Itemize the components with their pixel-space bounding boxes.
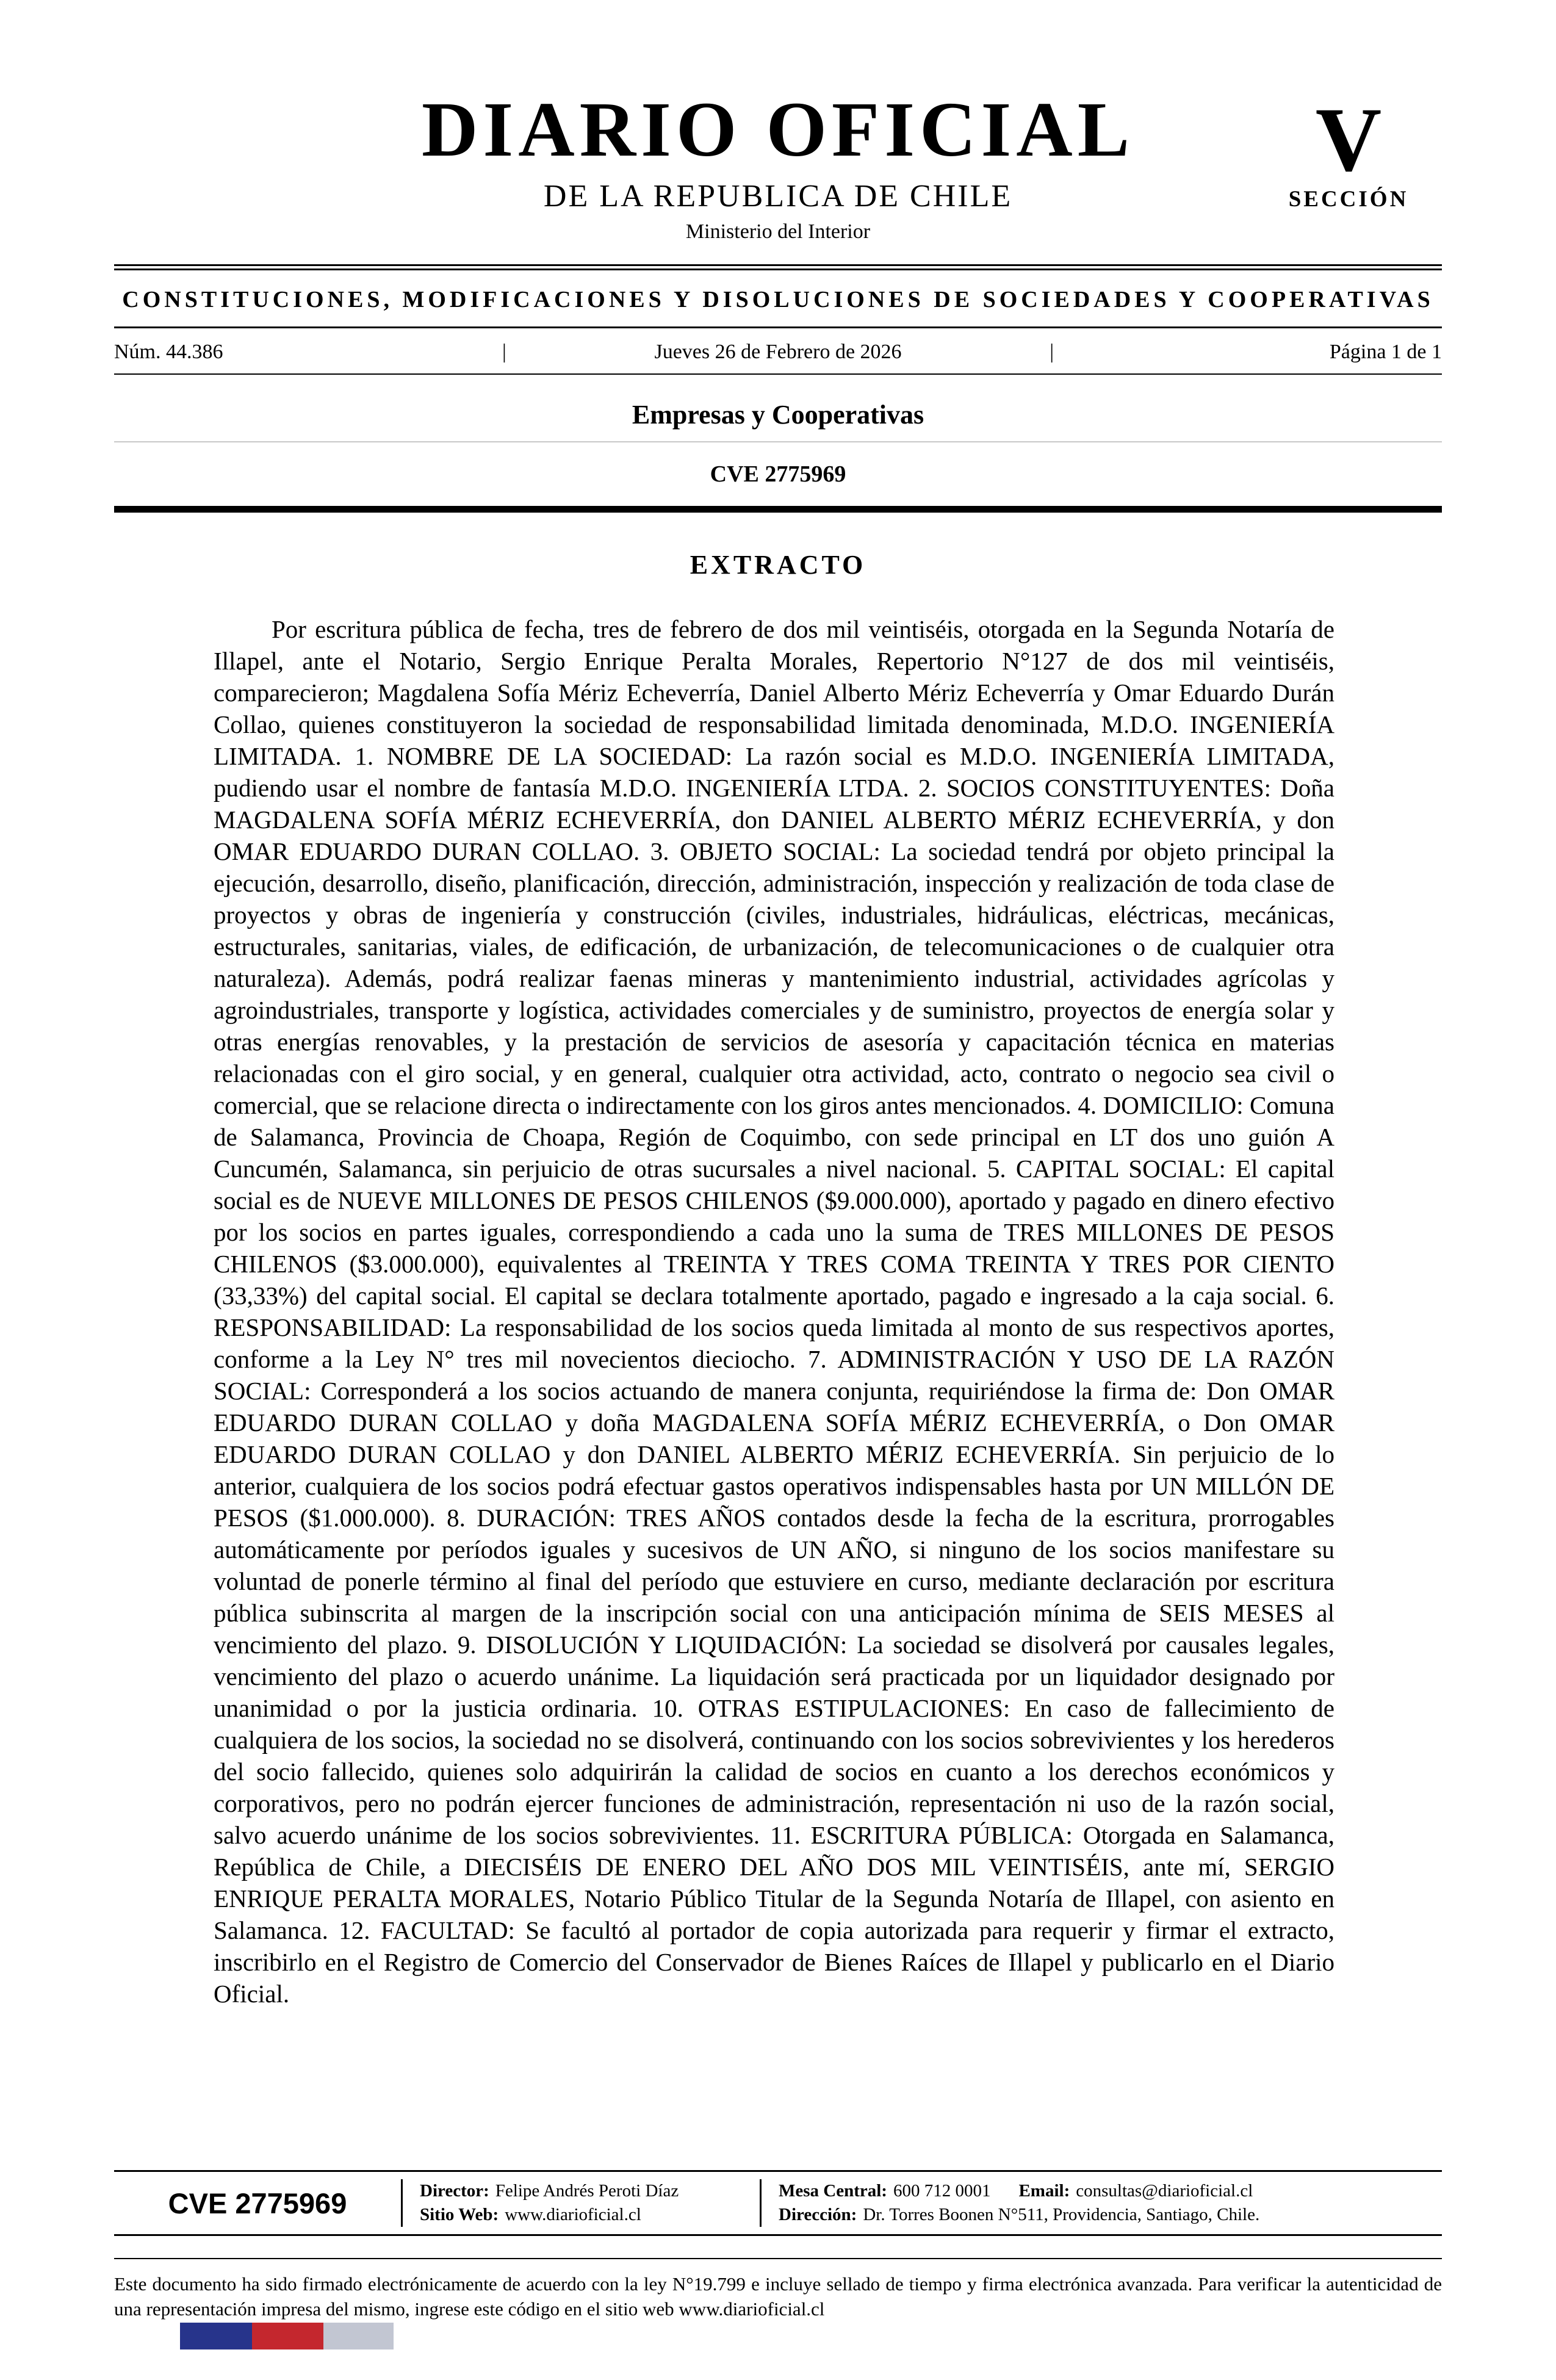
issue-number: Núm. 44.386 (114, 341, 223, 363)
siteweb-value: www.diarioficial.cl (505, 2205, 641, 2224)
section-box (1266, 89, 1431, 212)
footer-address-line (779, 2203, 1425, 2227)
section-label: SECCIÓN (1288, 186, 1409, 212)
direccion-value: Dr. Torres Boonen N°511, Providencia, Santiago, Chile. (863, 2205, 1260, 2224)
direccion-label: Dirección: (779, 2205, 857, 2224)
flag-mark (180, 2323, 394, 2349)
footer-contact-column (762, 2179, 1442, 2227)
masthead-subtitle: DE LA REPUBLICA DE CHILE (543, 179, 1013, 214)
thick-rule (114, 506, 1442, 513)
mesa-central-value: 600 712 0001 (893, 2181, 991, 2201)
section-banner: CONSTITUCIONES, MODIFICACIONES Y DISOLUCIONES DE SOCIEDADES Y COOPERATIVAS (122, 287, 1434, 312)
email-label: Email: (1018, 2181, 1070, 2201)
email-value: consultas@diarioficial.cl (1076, 2181, 1253, 2201)
mark-red (252, 2323, 323, 2349)
mark-blue (180, 2323, 252, 2349)
rule-above-legal (114, 2258, 1442, 2259)
footer-contact-line (779, 2179, 1425, 2203)
footer-director-column (403, 2179, 760, 2227)
footer-director-line (420, 2179, 743, 2203)
director-label: Director: (420, 2181, 489, 2201)
footer-siteweb-line (420, 2203, 743, 2227)
masthead-title: DIARIO OFICIAL (421, 86, 1135, 173)
mark-gray (323, 2323, 394, 2349)
meta-separator: | (1050, 341, 1054, 363)
section-letter: V (1315, 89, 1382, 190)
mesa-central-label: Mesa Central: (779, 2181, 887, 2201)
meta-separator: | (502, 341, 506, 363)
category-title: Empresas y Cooperativas (632, 400, 924, 430)
page-indicator: Página 1 de 1 (1329, 341, 1443, 363)
legal-notice: Este documento ha sido firmado electrónicamente de acuerdo con la ley N°19.799 e incluye sellado de tiempo y firma electrónica avanzada. Para verificar la autenticidad de una representación impresa del mismo, ingrese este código en el sitio web www.diarioficial.cl (114, 2273, 1442, 2320)
footer-cve: CVE 2775969 (168, 2187, 347, 2220)
footer-box (114, 2170, 1442, 2236)
rule-under-meta (114, 373, 1442, 375)
masthead (0, 0, 1556, 243)
issue-date: Jueves 26 de Febrero de 2026 (654, 341, 902, 363)
light-rule (114, 441, 1442, 442)
masthead-ministry: Ministerio del Interior (685, 220, 871, 243)
siteweb-label: Sitio Web: (420, 2205, 499, 2224)
double-rule (114, 264, 1442, 270)
rule-under-banner (114, 326, 1442, 328)
cve-heading: CVE 2775969 (710, 461, 846, 487)
document-heading: EXTRACTO (690, 550, 866, 580)
document-body: Por escritura pública de fecha, tres de febrero de dos mil veintiséis, otorgada en la Segunda Notaría de Illapel, ante el Notario, Sergio Enrique Peralta Morales, Repertorio N°127 de dos mil veintiséis, comparecieron; Magdalena Sofía Mériz Echeverría, Daniel Alberto Mériz Echeverría y Omar Eduardo Durán Collao, quienes constituyeron la sociedad de responsabilidad limitada denominada, M.D.O. INGENIERÍA LIMITADA. 1. NOMBRE DE LA SOCIEDAD: La razón social es M.D.O. INGENIERÍA LIMITADA, pudiendo usar el nombre de fantasía M.D.O. INGENIERÍA LTDA. 2. SOCIOS CONSTITUYENTES: Doña MAGDALENA SOFÍA MÉRIZ ECHEVERRÍA, don DANIEL ALBERTO MÉRIZ ECHEVERRÍA, y don OMAR EDUARDO DURAN COLLAO. 3. OBJETO SOCIAL: La sociedad tendrá por objeto principal la ejecución, desarrollo, diseño, planificación, dirección, administración, inspección y realización de toda clase de proyectos y obras de ingeniería y construcción (civiles, industriales, hidráulicas, eléctricas, mecánicas, estructurales, sanitarias, viales, de edificación, de urbanización, de telecomunicaciones o de cualquier otra naturaleza). Además, podrá realizar faenas mineras y mantenimiento industrial, actividades agrícolas y agroindustriales, transporte y logística, actividades comerciales y de suministro, proyectos de energía solar y otras energías renovables, y la prestación de servicios de asesoría y capacitación técnica en materias relacionadas con el giro social, y en general, cualquier otra actividad, acto, contrato o negocio sea civil o comercial, que se relacione directa o indirectamente con los giros antes mencionados. 4. DOMICILIO: Comuna de Salamanca, Provincia de Choapa, Región de Coquimbo, con sede principal en LT dos uno guión A Cuncumén, Salamanca, sin perjuicio de otras sucursales a nivel nacional. 5. CAPITAL SOCIAL: El capital social es de NUEVE MILLONES DE PESOS CHILENOS ($9.000.000), aportado y pagado en dinero efectivo por los socios en partes iguales, correspondiendo a cada uno la suma de TRES MILLONES DE PESOS CHILENOS ($3.000.000), equivalentes al TREINTA Y TRES COMA TREINTA Y TRES POR CIENTO (33,33%) del capital social. El capital se declara totalmente aportado, pagado e ingresado a la caja social. 6. RESPONSABILIDAD: La responsabilidad de los socios queda limitada al monto de sus respectivos aportes, conforme a la Ley N° tres mil novecientos dieciocho. 7. ADMINISTRACIÓN Y USO DE LA RAZÓN SOCIAL: Corresponderá a los socios actuando de manera conjunta, requiriéndose la firma de: Don OMAR EDUARDO DURAN COLLAO y doña MAGDALENA SOFÍA MÉRIZ ECHEVERRÍA, o Don OMAR EDUARDO DURAN COLLAO y don DANIEL ALBERTO MÉRIZ ECHEVERRÍA. Sin perjuicio de lo anterior, cualquiera de los socios podrá efectuar gastos operativos indispensables hasta por UN MILLÓN DE PESOS ($1.000.000). 8. DURACIÓN: TRES AÑOS contados desde la fecha de la escritura, prorrogables automáticamente por períodos iguales y sucesivos de UN AÑO, si ninguno de los socios manifestare su voluntad de ponerle término al final del período que estuviere en curso, mediante declaración por escritura pública subinscrita al margen de la inscripción social con una anticipación mínima de SEIS MESES al vencimiento del plazo. 9. DISOLUCIÓN Y LIQUIDACIÓN: La sociedad se disolverá por causales legales, vencimiento del plazo o acuerdo unánime. La liquidación será practicada por un liquidador designado por unanimidad o por la justicia ordinaria. 10. OTRAS ESTIPULACIONES: En caso de fallecimiento de cualquiera de los socios, la sociedad no se disolverá, continuando con los socios sobrevivientes y los herederos del socio fallecido, quienes solo adquirirán la calidad de socios en cuanto a los derechos económicos y corporativos, pero no podrán ejercer funciones de administración, representación ni uso de la razón social, salvo acuerdo unánime de los socios sobrevivientes. 11. ESCRITURA PÚBLICA: Otorgada en Salamanca, República de Chile, a DIECISÉIS DE ENERO DEL AÑO DOS MIL VEINTISÉIS, ante mí, SERGIO ENRIQUE PERALTA MORALES, Notario Público Titular de la Segunda Notaría de Illapel, con asiento en Salamanca. 12. FACULTAD: Se facultó al portador de copia autorizada para requerir y firmar el extracto, inscribirlo en el Registro de Comercio del Conservador de Bienes Raíces de Illapel y publicarlo en el Diario Oficial. (214, 615, 1334, 2008)
issue-meta-row (114, 341, 1442, 364)
director-name: Felipe Andrés Peroti Díaz (495, 2181, 679, 2201)
